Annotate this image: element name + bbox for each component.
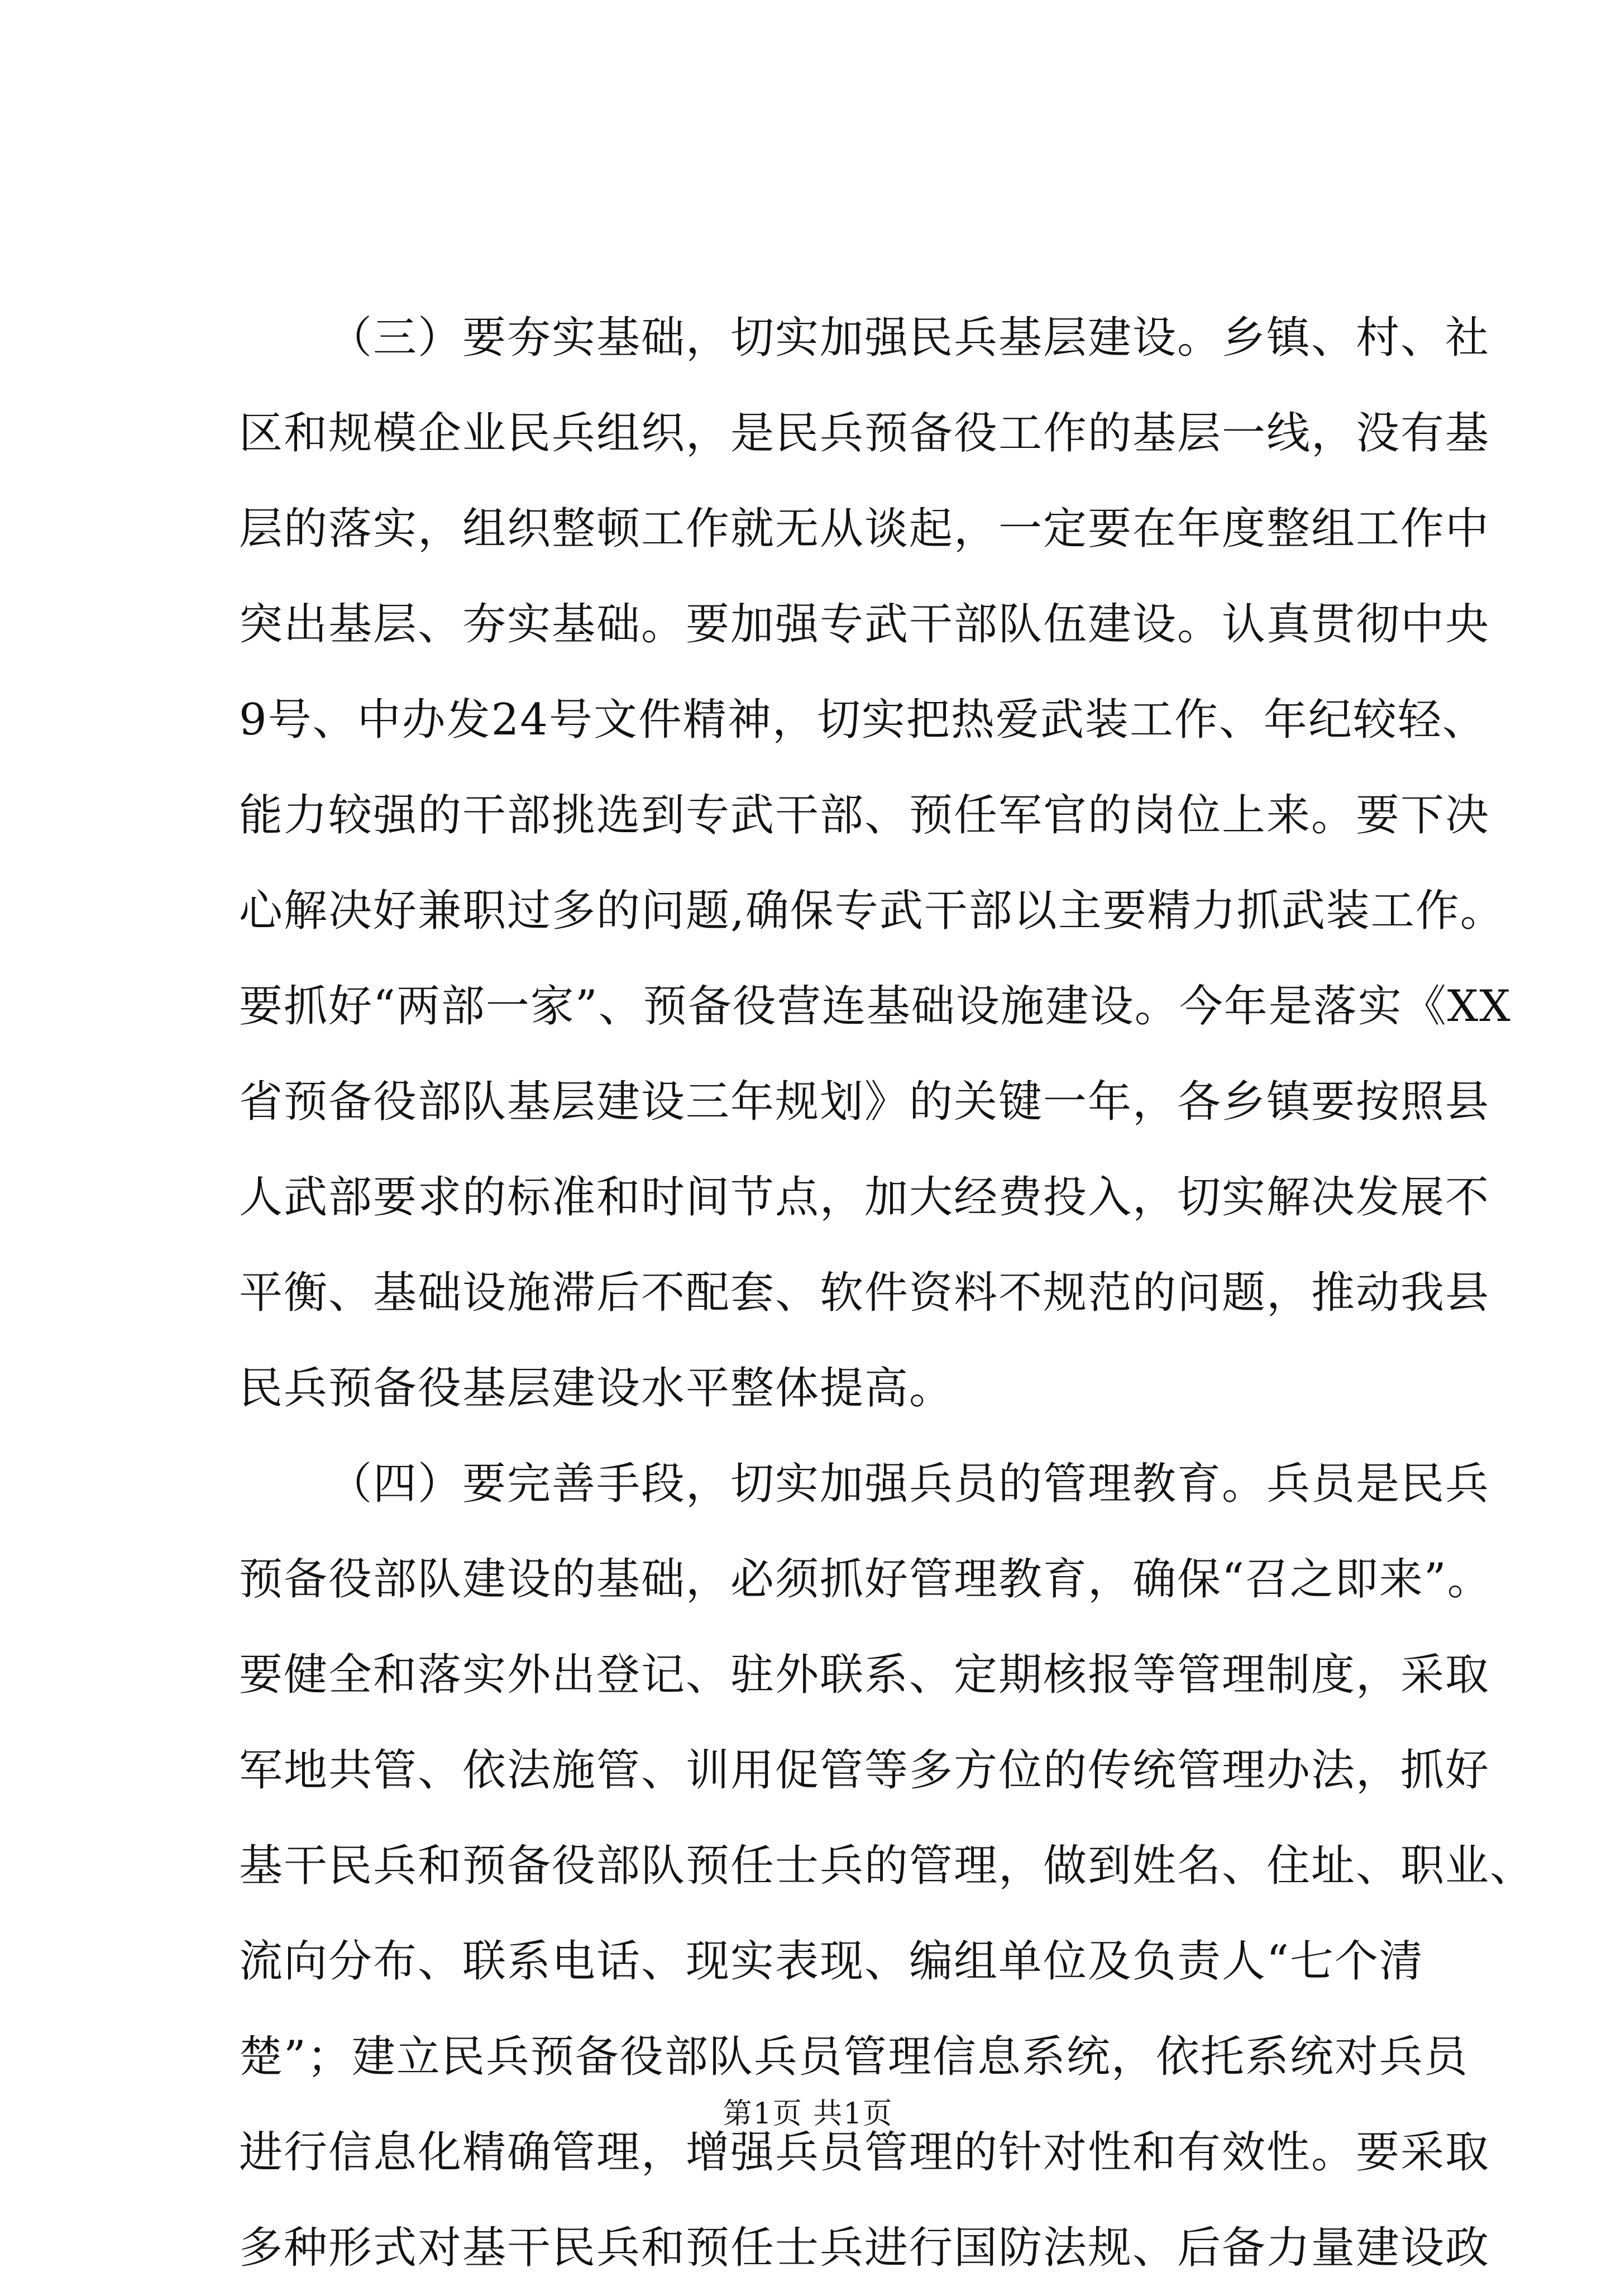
document-body bbox=[239, 290, 1535, 2296]
text-line: 区和规模企业民兵组织，是民兵预备役工作的基层一线，没有基 bbox=[239, 408, 1490, 459]
text-line: 突出基层、夯实基础。要加强专武干部队伍建设。认真贯彻中央 bbox=[239, 599, 1490, 650]
paragraph-3 bbox=[239, 290, 1512, 1436]
text-line: 民兵预备役基层建设水平整体提高。 bbox=[239, 1363, 954, 1414]
text-line: 要抓好“两部一家”、预备役营连基础设施建设。今年是落实《XX bbox=[239, 981, 1512, 1032]
text-line: 进行信息化精确管理，增强兵员管理的针对性和有效性。要采取 bbox=[239, 2127, 1490, 2178]
text-line: 能力较强的干部挑选到专武干部、预任军官的岗位上来。要下决 bbox=[239, 790, 1490, 841]
text-line: 基干民兵和预备役部队预任士兵的管理，做到姓名、住址、职业、 bbox=[239, 1841, 1535, 1891]
text-line: 楚”；建立民兵预备役部队兵员管理信息系统，依托系统对兵员 bbox=[239, 2032, 1469, 2082]
text-line: 流向分布、联系电话、现实表现、编组单位及负责人“七个清 bbox=[239, 1936, 1424, 1987]
text-line: 多种形式对基干民兵和预任士兵进行国防法规、后备力量建设政 bbox=[239, 2223, 1490, 2273]
text-line: 人武部要求的标准和时间节点，加大经费投入，切实解决发展不 bbox=[239, 1172, 1490, 1223]
text-line: 平衡、基础设施滞后不配套、软件资料不规范的问题，推动我县 bbox=[239, 1268, 1490, 1318]
text-line: （三）要夯实基础，切实加强民兵基层建设。乡镇、村、社 bbox=[328, 313, 1490, 363]
text-line: 层的落实，组织整顿工作就无从谈起，一定要在年度整组工作中 bbox=[239, 504, 1490, 554]
text-line: 要健全和落实外出登记、驻外联系、定期核报等管理制度，采取 bbox=[239, 1650, 1490, 1700]
text-line: 省预备役部队基层建设三年规划》的关键一年，各乡镇要按照县 bbox=[239, 1077, 1490, 1127]
text-line: 预备役部队建设的基础，必须抓好管理教育，确保“召之即来”。 bbox=[239, 1554, 1492, 1605]
text-line: 心解决好兼职过多的问题,确保专武干部以主要精力抓武装工作。 bbox=[239, 886, 1505, 936]
paragraph-4 bbox=[239, 1436, 1535, 2296]
text-line: 军地共管、依法施管、训用促管等多方位的传统管理办法，抓好 bbox=[239, 1745, 1490, 1796]
text-line: （四）要完善手段，切实加强兵员的管理教育。兵员是民兵 bbox=[328, 1459, 1490, 1509]
page-footer: 第1页 共1页 bbox=[723, 2097, 893, 2131]
text-line: 9号、中办发24号文件精神，切实把热爱武装工作、年纪较轻、 bbox=[239, 695, 1487, 745]
